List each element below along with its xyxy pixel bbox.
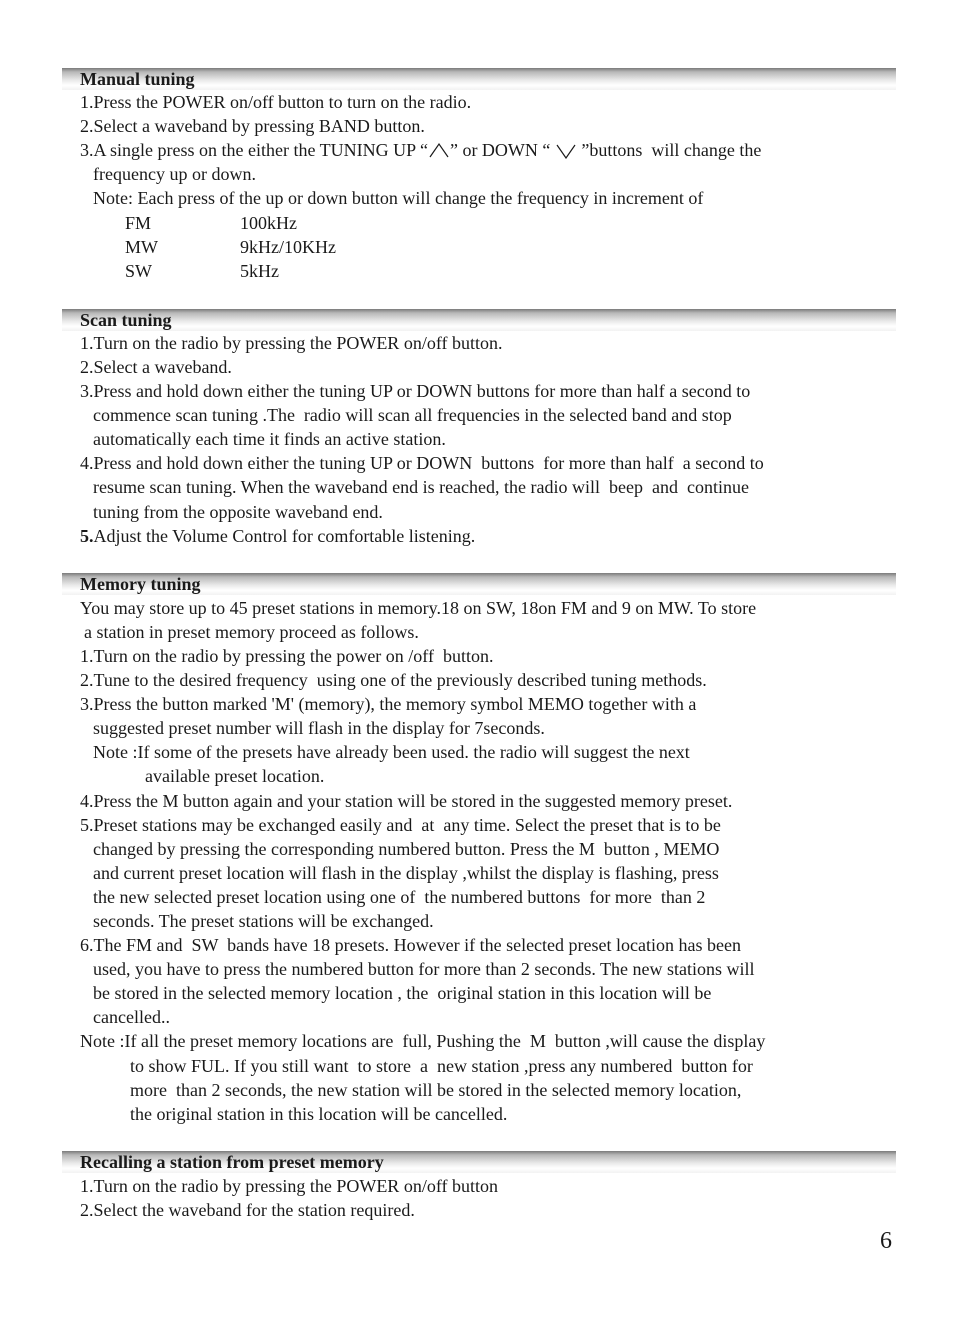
increment-band: MW [125,237,158,257]
text-fragment: ”buttons will change the [576,140,762,160]
text-line: 1.Turn on the radio by pressing the POWER on/off button. [80,333,503,353]
text-line: the new selected preset location using one of the numbered buttons for more than 2 [93,887,706,907]
text-line: You may store up to 45 preset stations in memory.18 on SW, 18on FM and 9 on MW. To store [80,598,757,618]
step-number: 5. [80,526,94,546]
text-line: 3.Press the button marked 'M' (memory), the memory symbol MEMO together with a [80,694,697,714]
text-fragment: Adjust the Volume Control for comfortable listening. [93,526,476,546]
text-line: 1.Turn on the radio by pressing the power on /off button. [80,646,494,666]
text-line [80,524,475,548]
text-line: 2.Select a waveband. [80,357,232,377]
text-fragment: 3.A single press on the either the TUNING UP “ [80,140,428,160]
text-line: used, you have to press the numbered button for more than 2 seconds. The new stations will [93,959,755,979]
chevron-down-icon [555,141,577,159]
increment-value: 5kHz [240,261,279,281]
text-line: 2.Select the waveband for the station required. [80,1200,415,1220]
section-header-bar [62,309,896,331]
text-line: automatically each time it finds an active station. [93,429,446,449]
note-line: the original station in this location will be cancelled. [130,1104,508,1124]
text-line: seconds. The preset stations will be exchanged. [93,911,434,931]
text-line: changed by pressing the corresponding numbered button. Press the M button , MEMO [93,839,720,859]
text-fragment: ” or DOWN “ [449,140,555,160]
text-line: resume scan tuning. When the waveband end is reached, the radio will beep and continue [93,477,749,497]
text-line-tuning-buttons [80,138,761,162]
text-line: a station in preset memory proceed as follows. [84,622,419,642]
text-line: 4.Press the M button again and your station will be stored in the suggested memory preset. [80,791,733,811]
text-line: 2.Tune to the desired frequency using one of the previously described tuning methods. [80,670,707,690]
text-line: 6.The FM and SW bands have 18 presets. However if the selected preset location has been [80,935,741,955]
text-line: 1.Turn on the radio by pressing the POWER on/off button [80,1176,498,1196]
text-line: suggested preset number will flash in the display for 7seconds. [93,718,545,738]
section-title-recalling: Recalling a station from preset memory [80,1152,384,1172]
text-line: 5.Preset stations may be exchanged easily and at any time. Select the preset that is to be [80,815,721,835]
section-title-scan-tuning: Scan tuning [80,310,172,330]
text-line: frequency up or down. [93,164,256,184]
text-line: tuning from the opposite waveband end. [93,502,383,522]
increment-value: 9kHz/10KHz [240,237,336,257]
note-line: to show FUL. If you still want to store a new station ,press any numbered button for [130,1056,753,1076]
text-line: and current preset location will flash in the display ,whilst the display is flashing, press [93,863,719,883]
text-line: commence scan tuning .The radio will scan all frequencies in the selected band and stop [93,405,732,425]
note-line: Note: Each press of the up or down button will change the frequency in increment of [93,188,704,208]
text-line: be stored in the selected memory location , the original station in this location will be [93,983,712,1003]
note-line: more than 2 seconds, the new station will be stored in the selected memory location, [130,1080,742,1100]
chevron-up-icon [428,141,450,159]
page-number: 6 [880,1228,892,1254]
note-line: Note :If all the preset memory locations are full, Pushing the M button ,will cause the display [80,1031,766,1051]
text-line: 2.Select a waveband by pressing BAND button. [80,116,425,136]
text-line: 1.Press the POWER on/off button to turn on the radio. [80,92,472,112]
increment-band: SW [125,261,152,281]
text-line: 4.Press and hold down either the tuning UP or DOWN buttons for more than half a second to [80,453,764,473]
increment-band: FM [125,213,152,233]
increment-value: 100kHz [240,213,297,233]
section-title-manual-tuning: Manual tuning [80,69,195,89]
section-title-memory-tuning: Memory tuning [80,574,201,594]
text-line: cancelled.. [93,1007,170,1027]
text-line: 3.Press and hold down either the tuning UP or DOWN buttons for more than half a second to [80,381,751,401]
note-line: Note :If some of the presets have already been used. the radio will suggest the next [93,742,690,762]
note-line: available preset location. [145,766,325,786]
